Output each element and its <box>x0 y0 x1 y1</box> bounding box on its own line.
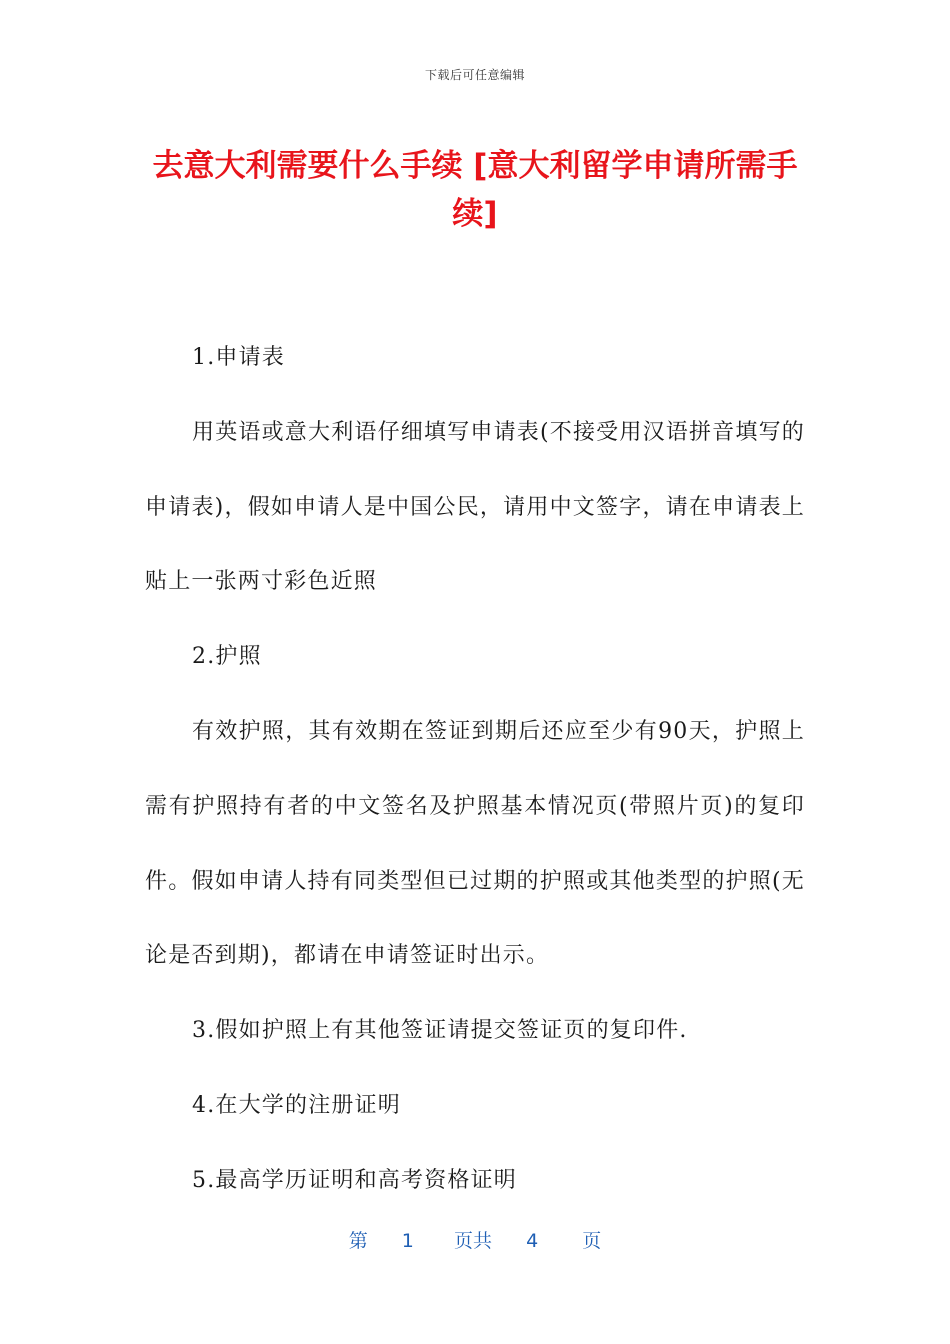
document-title: 去意大利需要什么手续 [意大利留学申请所需手续] <box>152 148 798 232</box>
footer-current-page: 1 <box>401 1230 414 1252</box>
document-body <box>145 321 805 1219</box>
paragraph-section-2-heading: 2.护照 <box>192 644 262 670</box>
footer-total-pages: 4 <box>526 1230 539 1252</box>
footer-mid: 页共 <box>453 1230 492 1252</box>
footer-prefix: 第 <box>348 1230 368 1252</box>
paragraph-passport: 有效护照，其有效期在签证到期后还应至少有90天，护照上需有护照持有者的中文签名及护照基本情况页(带照片页)的复印件。假如申请人持有同类型但已过期的护照或其他类型的护照(无论是否到期)，都请在申请签证时出示。 <box>145 718 805 969</box>
paragraph-section-3: 3.假如护照上有其他签证请提交签证页的复印件. <box>192 1018 688 1044</box>
paragraph-section-1-heading: 1.申请表 <box>192 345 285 370</box>
paragraph-section-4: 4.在大学的注册证明 <box>192 1092 401 1118</box>
header-note: 下载后可任意编辑 <box>424 68 525 82</box>
paragraph-section-5: 5.最高学历证明和高考资格证明 <box>192 1167 517 1193</box>
footer-suffix: 页 <box>582 1230 602 1252</box>
paragraph-application-form: 用英语或意大利语仔细填写申请表(不接受用汉语拼音填写的申请表)，假如申请人是中国公民，请用中文签字，请在申请表上贴上一张两寸彩色近照 <box>145 419 805 595</box>
page-footer <box>0 1226 950 1253</box>
